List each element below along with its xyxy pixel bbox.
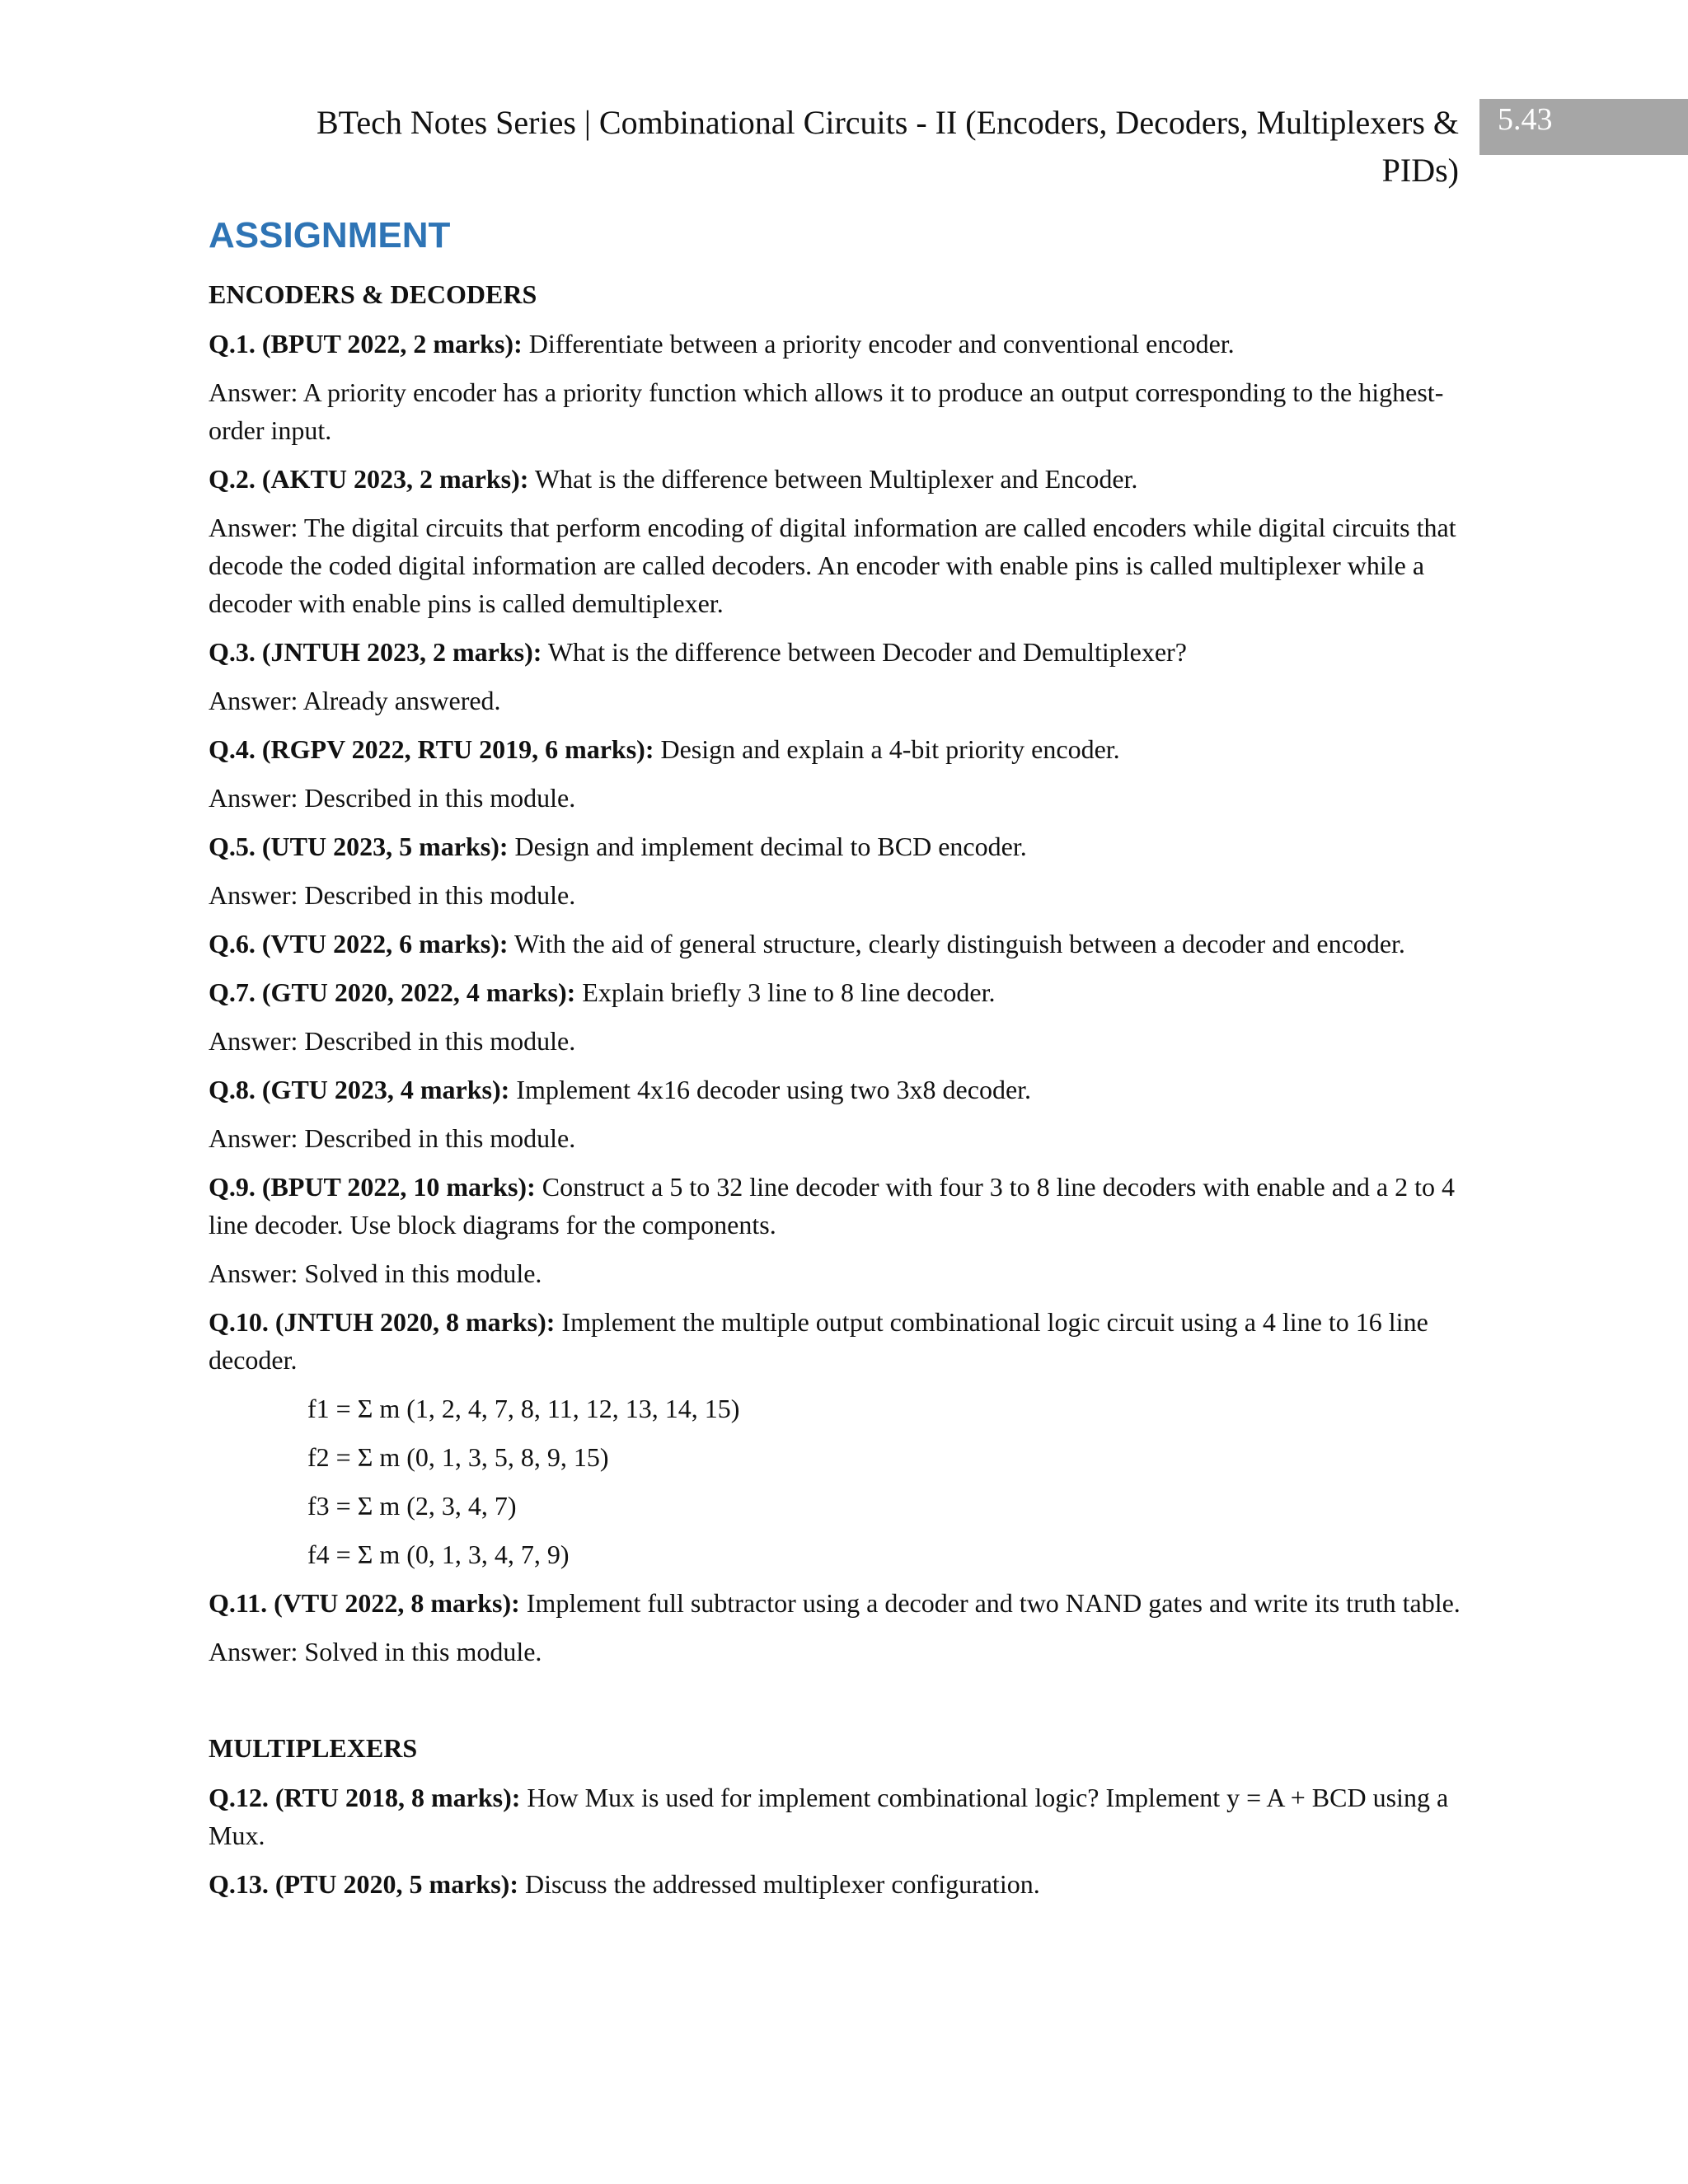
- question: [209, 827, 1465, 865]
- question: [209, 1168, 1465, 1244]
- question: [209, 1071, 1465, 1108]
- assignment-sections: [209, 275, 1465, 1903]
- answer: Answer: Described in this module.: [209, 783, 576, 813]
- question-text: Design and implement decimal to BCD encoder.: [508, 832, 1027, 861]
- question-id: Q.11. (VTU 2022, 8 marks):: [209, 1588, 520, 1618]
- question-text: What is the difference between Multiplexer and Encoder.: [528, 464, 1138, 494]
- formula-line: f4 = Σ m (0, 1, 3, 4, 7, 9): [307, 1540, 570, 1569]
- question: [209, 460, 1465, 498]
- question-text: Explain briefly 3 line to 8 line decoder.: [575, 977, 996, 1007]
- question-id: Q.6. (VTU 2022, 6 marks):: [209, 929, 509, 958]
- question-id: Q.8. (GTU 2023, 4 marks):: [209, 1075, 510, 1104]
- formula-line: f3 = Σ m (2, 3, 4, 7): [307, 1491, 517, 1521]
- question-id: Q.2. (AKTU 2023, 2 marks):: [209, 464, 529, 494]
- section-heading: MULTIPLEXERS: [209, 1733, 418, 1763]
- question: [209, 633, 1465, 671]
- section-gap: [209, 1681, 1465, 1729]
- answer: Answer: Described in this module.: [209, 880, 576, 910]
- section-heading: ENCODERS & DECODERS: [209, 279, 537, 309]
- question-id: Q.3. (JNTUH 2023, 2 marks):: [209, 637, 542, 667]
- running-header: [272, 99, 1459, 194]
- question: [209, 925, 1465, 963]
- question-text: How Mux is used for implement combinational logic? Implement y = A + BCD using a Mux.: [209, 1783, 1449, 1850]
- question-text: Implement the multiple output combinational logic circuit using a 4 line to 16 line decoder.: [209, 1307, 1428, 1375]
- question-id: Q.5. (UTU 2023, 5 marks):: [209, 832, 509, 861]
- answer: Answer: Solved in this module.: [209, 1258, 542, 1288]
- answer: Answer: Already answered.: [209, 686, 501, 715]
- question: [209, 730, 1465, 768]
- question: [209, 1584, 1465, 1622]
- question-text: With the aid of general structure, clearly distinguish between a decoder and encoder.: [508, 929, 1405, 958]
- question: [209, 1303, 1465, 1379]
- question: [209, 973, 1465, 1011]
- question: [209, 1865, 1465, 1903]
- question-text: Design and explain a 4-bit priority encoder.: [654, 734, 1120, 764]
- answer: Answer: Described in this module.: [209, 1123, 576, 1153]
- question-id: Q.4. (RGPV 2022, RTU 2019, 6 marks):: [209, 734, 654, 764]
- answer: Answer: The digital circuits that perform encoding of digital information are called encoders while digital circuits that decode the coded digital information are called decoders. An encoder with enable pins is called multiplexer while a decoder with enable pins is called demultiplexer.: [209, 513, 1456, 618]
- formula-line: f1 = Σ m (1, 2, 4, 7, 8, 11, 12, 13, 14, 15): [307, 1394, 740, 1423]
- question-id: Q.10. (JNTUH 2020, 8 marks):: [209, 1307, 556, 1337]
- formula-line: f2 = Σ m (0, 1, 3, 5, 8, 9, 15): [307, 1442, 609, 1472]
- question-text: Construct a 5 to 32 line decoder with four 3 to 8 line decoders with enable and a 2 to 4 line decoder. Use block diagrams for the components.: [209, 1172, 1455, 1240]
- question-text: Discuss the addressed multiplexer configuration.: [518, 1869, 1040, 1899]
- running-header-line-1: BTech Notes Series | Combinational Circuits - II (Encoders, Decoders, Multiplexers &: [316, 104, 1459, 141]
- question-text: What is the difference between Decoder and Demultiplexer?: [542, 637, 1187, 667]
- question-text: Differentiate between a priority encoder and conventional encoder.: [522, 329, 1235, 359]
- question-id: Q.7. (GTU 2020, 2022, 4 marks):: [209, 977, 576, 1007]
- answer: Answer: Described in this module.: [209, 1026, 576, 1056]
- question-id: Q.9. (BPUT 2022, 10 marks):: [209, 1172, 536, 1202]
- answer: Answer: Solved in this module.: [209, 1637, 542, 1666]
- question-id: Q.1. (BPUT 2022, 2 marks):: [209, 329, 523, 359]
- question: [209, 325, 1465, 363]
- running-header-line-2: PIDs): [1381, 152, 1459, 189]
- answer: Answer: A priority encoder has a priority function which allows it to produce an output corresponding to the highest-order input.: [209, 377, 1444, 445]
- assignment-title: ASSIGNMENT: [209, 215, 451, 255]
- page-number-badge: 5.43: [1479, 99, 1688, 155]
- question: [209, 1779, 1465, 1854]
- question-text: Implement full subtractor using a decoder and two NAND gates and write its truth table.: [519, 1588, 1461, 1618]
- page-content: [209, 213, 1465, 1914]
- question-text: Implement 4x16 decoder using two 3x8 decoder.: [509, 1075, 1032, 1104]
- question-id: Q.12. (RTU 2018, 8 marks):: [209, 1783, 521, 1812]
- question-id: Q.13. (PTU 2020, 5 marks):: [209, 1869, 518, 1899]
